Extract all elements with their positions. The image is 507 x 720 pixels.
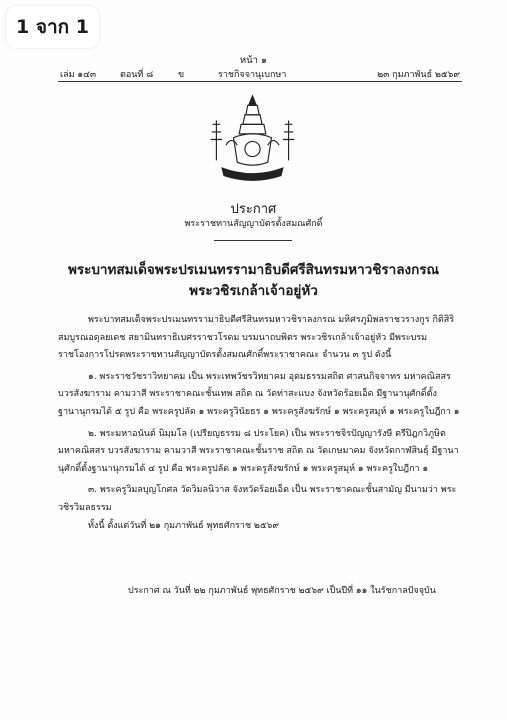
effective-date-line: ทั้งนี้ ตั้งแต่วันที่ ๒๑ กุมภาพันธ์ พุทธศักราช ๒๕๖๙ <box>88 520 279 531</box>
page-count-badge: 1 จาก 1 <box>6 6 99 48</box>
volume-label: เล่ม ๑๔๓ <box>60 70 97 80</box>
closing-line: ประกาศ ณ วันที่ ๒๒ กุมภาพันธ์ พุทธศักราช ๒๕๖๙ เป็นปีที่ ๑๑ ในรัชกาลปัจจุบัน <box>128 586 436 596</box>
gazette-date: ๒๓ กุมภาพันธ์ ๒๕๖๙ <box>377 70 460 80</box>
royal-emblem-icon <box>205 92 300 187</box>
royal-heading-line1: พระบาทสมเด็จพระปรเมนทรรามาธิบดีศรีสินทรมหาวชิราลงกรณ <box>67 262 440 278</box>
item-1-paragraph: ๑. พระราชวัชราวิทยาคม เป็น พระเทพวัชรวิทยาคม อุดมธรรมสถิต ศาสนกิจจาทร มหาคณิสสร บวรสังฆาราม คามวาสี พระราชาคณะชั้นเทพ สถิต ณ วัดท่าสะแบง จังหวัดร้อยเอ็ด มีฐานานุศักดิ์ตั้งฐานานุกรมได้ ๕ รูป คือ พระครูปลัด ๑ พระครูวินัยธร ๑ พระครูสังฆรักษ์ ๑ พระครูสมุห์ ๑ พระครูใบฎีกา ๑ <box>58 371 460 417</box>
announcement-subtitle: พระราชทานสัญญาบัตรตั้งสมณศักดิ์ <box>184 219 323 229</box>
header-rule <box>58 81 462 82</box>
item-2-paragraph: ๒. พระมหาอนันต์ นิมฺมโล (เปรียญธรรม ๘ ประโยค) เป็น พระราชจิรปัญญารังษี ตรีปิฎกวิภูษิต มหาคณิสสร บวรสังฆาราม คามวาสี พระราชาคณะชั้นราช สถิต ณ วัดเกษมาคม จังหวัดกาฬสินธุ์ มีฐานานุศักดิ์ตั้งฐานานุกรมได้ ๔ รูป คือ พระครูปลัด ๑ พระครูสังฆรักษ์ ๑ พระครูสมุห์ ๑ พระครูใบฎีกา ๑ <box>58 428 459 474</box>
page-number: หน้า ๑ <box>239 55 268 66</box>
title-divider <box>214 240 292 241</box>
item-3-paragraph: ๓. พระครูวิมลบุญโกศล วัดวิมลนิวาส จังหวัดร้อยเอ็ด เป็น พระราชาคณะชั้นสามัญ มีนามว่า พระวชิรวิมลธรรม <box>58 485 457 513</box>
intro-paragraph: พระบาทสมเด็จพระปรเมนทรรามาธิบดีศรีสินทรมหาวชิราลงกรณ มหิศรภูมิพลราชวรางกูร กิติสิริสมบูรณอดุลยเดช สยามินทราธิเบศรราชวโรดม บรมนาถบพิตร พระวชิรเกล้าเจ้าอยู่หัว มีพระบรมราชโองการโปรดพระราชทานสัญญาบัตรตั้งสมณศักดิ์พระราชาคณะ จำนวน ๓ รูป ดังนี้ <box>58 315 455 361</box>
announcement-body <box>58 312 462 535</box>
royal-heading <box>0 260 507 302</box>
gazette-name: ราชกิจจานุเบกษา <box>218 70 287 80</box>
announcement-title: ประกาศ <box>230 202 277 217</box>
part-label: ตอนที่ ๘ <box>120 70 154 80</box>
section-label: ข <box>178 70 185 80</box>
royal-heading-line2: พระวชิรเกล้าเจ้าอยู่หัว <box>189 283 318 299</box>
